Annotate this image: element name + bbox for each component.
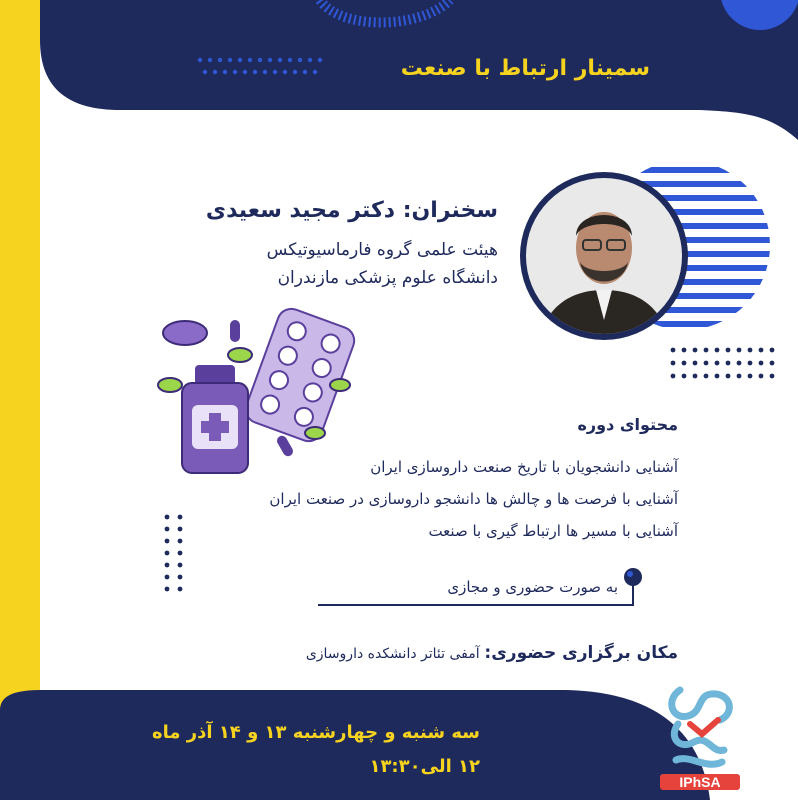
header-arc-decoration <box>310 0 460 40</box>
content-item-1: آشنایی دانشجویان با تاریخ صنعت داروسازی ایران <box>370 458 678 476</box>
content-item-3: آشنایی با مسیر ها ارتباط گیری با صنعت <box>428 522 678 540</box>
content-heading: محتوای دوره <box>577 415 678 434</box>
medicine-bottle-icon <box>182 365 248 473</box>
iphsa-logo-text: IPhSA <box>660 774 740 790</box>
iphsa-logo-mark <box>660 680 740 776</box>
content-item-2: آشنایی با فرصت ها و چالش ها دانشجو داروسازی در صنعت ایران <box>269 490 678 508</box>
speaker-affiliation-1: هیئت علمی گروه فارماسیوتیکس <box>266 240 498 260</box>
venue-label: مکان برگزاری حضوری: <box>484 643 678 663</box>
pill-blister-icon <box>242 305 358 445</box>
speaker-affiliation-2: دانشگاه علوم پزشکی مازندران <box>277 268 498 288</box>
format-underline <box>318 604 634 606</box>
iphsa-logo <box>660 680 740 795</box>
header-circle-decoration <box>690 0 798 40</box>
venue-value: آمفی تئاتر دانشکده داروسازی <box>305 646 480 662</box>
speaker-photo <box>518 170 690 342</box>
schedule-date: سه شنبه و چهارشنبه ۱۳ و ۱۴ آذر ماه <box>151 722 480 743</box>
schedule-time: ۱۲ الی۱۳:۳۰ <box>369 756 480 777</box>
speaker-name: سخنران: دکتر مجید سعیدی <box>205 198 498 223</box>
right-dots-decoration <box>668 345 788 381</box>
format-text: به صورت حضوری و مجازی <box>447 578 618 596</box>
seminar-title: سمینار ارتباط با صنعت <box>400 56 650 81</box>
location-pin-icon <box>622 566 644 608</box>
venue-line <box>118 643 678 663</box>
